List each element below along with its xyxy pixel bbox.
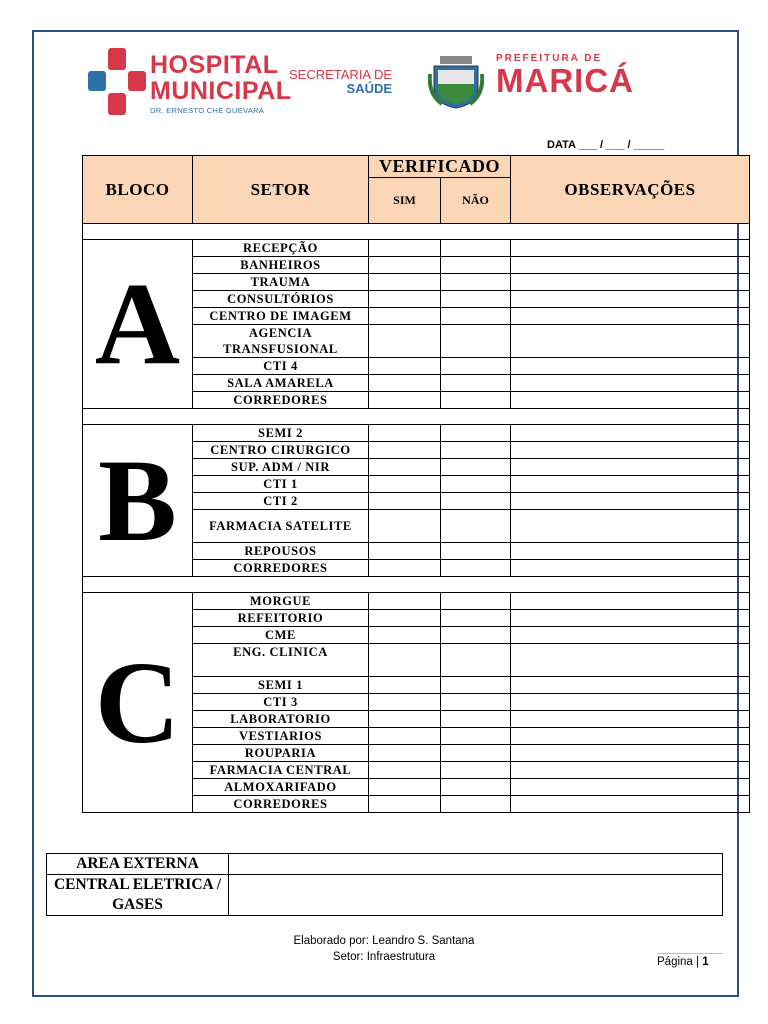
footer-sector: Setor: Infraestrutura — [332, 951, 436, 963]
sector-label: SEMI 1 — [193, 677, 369, 694]
obs-cell[interactable] — [511, 291, 750, 308]
sim-cell[interactable] — [369, 257, 441, 274]
nao-cell[interactable] — [441, 677, 511, 694]
sim-cell[interactable] — [369, 425, 441, 442]
sector-label: CORREDORES — [193, 796, 369, 813]
obs-cell[interactable] — [511, 627, 750, 644]
sector-label: ROUPARIA — [193, 745, 369, 762]
nao-cell[interactable] — [441, 442, 511, 459]
sim-cell[interactable] — [369, 711, 441, 728]
secretaria-logo: SECRETARIA DE SAÚDE — [289, 67, 393, 96]
sector-label: FARMACIA SATELITE — [193, 510, 369, 543]
nao-cell[interactable] — [441, 593, 511, 610]
obs-cell[interactable] — [511, 510, 750, 543]
obs-cell[interactable] — [511, 745, 750, 762]
sim-cell[interactable] — [369, 375, 441, 392]
marica-crest-icon — [428, 54, 484, 110]
nao-cell[interactable] — [441, 745, 511, 762]
nao-cell[interactable] — [441, 257, 511, 274]
sector-label: AGENCIA TRANSFUSIONAL — [193, 325, 369, 358]
sector-label: MORGUE — [193, 593, 369, 610]
external-area-label: AREA EXTERNA — [47, 854, 229, 875]
sim-cell[interactable] — [369, 442, 441, 459]
obs-cell[interactable] — [511, 543, 750, 560]
nao-cell[interactable] — [441, 510, 511, 543]
sector-label: REFEITORIO — [193, 610, 369, 627]
nao-cell[interactable] — [441, 392, 511, 409]
obs-cell[interactable] — [511, 796, 750, 813]
header-bloco: BLOCO — [83, 156, 193, 224]
sim-cell[interactable] — [369, 694, 441, 711]
sim-cell[interactable] — [369, 308, 441, 325]
nao-cell[interactable] — [441, 274, 511, 291]
sim-cell[interactable] — [369, 240, 441, 257]
sector-label: REPOUSOS — [193, 543, 369, 560]
sector-label: CONSULTÓRIOS — [193, 291, 369, 308]
obs-cell[interactable] — [511, 593, 750, 610]
nao-cell[interactable] — [441, 610, 511, 627]
sector-label: ENG. CLINICA — [193, 644, 369, 677]
sector-label: SEMI 2 — [193, 425, 369, 442]
obs-cell[interactable] — [511, 711, 750, 728]
obs-cell[interactable] — [511, 677, 750, 694]
hospital-name: HOSPITAL MUNICIPAL — [150, 51, 292, 105]
header-verificado: VERIFICADO — [369, 156, 511, 178]
sector-label: CORREDORES — [193, 560, 369, 577]
obs-cell[interactable] — [511, 375, 750, 392]
sector-label: CENTRO DE IMAGEM — [193, 308, 369, 325]
nao-cell[interactable] — [441, 240, 511, 257]
obs-cell[interactable] — [511, 728, 750, 745]
header-observacoes: OBSERVAÇÕES — [511, 156, 750, 224]
sector-label: RECEPÇÃO — [193, 240, 369, 257]
nao-cell[interactable] — [441, 560, 511, 577]
obs-cell[interactable] — [511, 476, 750, 493]
sim-cell[interactable] — [369, 762, 441, 779]
nao-cell[interactable] — [441, 375, 511, 392]
obs-cell[interactable] — [511, 762, 750, 779]
obs-cell[interactable] — [511, 560, 750, 577]
nao-cell[interactable] — [441, 459, 511, 476]
header-sim: SIM — [369, 178, 441, 224]
sector-label: TRAUMA — [193, 274, 369, 291]
nao-cell[interactable] — [441, 644, 511, 677]
nao-cell[interactable] — [441, 425, 511, 442]
obs-cell[interactable] — [511, 240, 750, 257]
obs-cell[interactable] — [511, 694, 750, 711]
sim-cell[interactable] — [369, 392, 441, 409]
obs-cell[interactable] — [511, 493, 750, 510]
sector-label: SALA AMARELA — [193, 375, 369, 392]
sim-cell[interactable] — [369, 493, 441, 510]
obs-cell[interactable] — [511, 308, 750, 325]
sim-cell[interactable] — [369, 358, 441, 375]
sim-cell[interactable] — [369, 560, 441, 577]
sim-cell[interactable] — [369, 745, 441, 762]
obs-cell[interactable] — [511, 644, 750, 677]
sector-label: CTI 3 — [193, 694, 369, 711]
sector-label: CTI 4 — [193, 358, 369, 375]
sim-cell[interactable] — [369, 779, 441, 796]
nao-cell[interactable] — [441, 543, 511, 560]
checklist-table — [82, 155, 750, 813]
header-setor: SETOR — [193, 156, 369, 224]
nao-cell[interactable] — [441, 728, 511, 745]
external-area-table — [46, 853, 723, 916]
obs-cell[interactable] — [511, 325, 750, 358]
obs-cell[interactable] — [511, 358, 750, 375]
nao-cell[interactable] — [441, 291, 511, 308]
sim-cell[interactable] — [369, 610, 441, 627]
nao-cell[interactable] — [441, 358, 511, 375]
nao-cell[interactable] — [441, 476, 511, 493]
sim-cell[interactable] — [369, 728, 441, 745]
nao-cell[interactable] — [441, 325, 511, 358]
sector-label: CENTRO CIRURGICO — [193, 442, 369, 459]
nao-cell[interactable] — [441, 694, 511, 711]
central-eletrica-obs[interactable] — [229, 875, 723, 916]
sim-cell[interactable] — [369, 627, 441, 644]
sector-label: BANHEIROS — [193, 257, 369, 274]
sim-cell[interactable] — [369, 459, 441, 476]
nao-cell[interactable] — [441, 308, 511, 325]
obs-cell[interactable] — [511, 274, 750, 291]
obs-cell[interactable] — [511, 257, 750, 274]
date-field: DATA ___ / ___ / _____ — [547, 139, 665, 151]
sector-label: SUP. ADM / NIR — [193, 459, 369, 476]
sector-label: CTI 1 — [193, 476, 369, 493]
obs-cell[interactable] — [511, 459, 750, 476]
sector-label: CME — [193, 627, 369, 644]
sim-cell[interactable] — [369, 644, 441, 677]
hospital-cross-icon — [88, 46, 146, 118]
sector-label: CORREDORES — [193, 392, 369, 409]
sector-label: LABORATORIO — [193, 711, 369, 728]
sim-cell[interactable] — [369, 291, 441, 308]
nao-cell[interactable] — [441, 762, 511, 779]
nao-cell[interactable] — [441, 779, 511, 796]
page-number: Página | 1 — [657, 953, 723, 968]
sector-label: CTI 2 — [193, 493, 369, 510]
sector-label: FARMACIA CENTRAL — [193, 762, 369, 779]
sim-cell[interactable] — [369, 796, 441, 813]
sim-cell[interactable] — [369, 593, 441, 610]
sim-cell[interactable] — [369, 677, 441, 694]
sim-cell[interactable] — [369, 476, 441, 493]
obs-cell[interactable] — [511, 779, 750, 796]
header-nao: NÃO — [441, 178, 511, 224]
obs-cell[interactable] — [511, 425, 750, 442]
sim-cell[interactable] — [369, 543, 441, 560]
footer — [0, 933, 768, 965]
prefeitura-name: MARICÁ — [496, 62, 634, 99]
footer-author: Elaborado por: Leandro S. Santana — [293, 935, 475, 947]
nao-cell[interactable] — [441, 796, 511, 813]
hospital-subtitle: DR. ERNESTO CHE GUEVARA — [150, 106, 265, 115]
nao-cell[interactable] — [441, 493, 511, 510]
obs-cell[interactable] — [511, 392, 750, 409]
central-eletrica-label: CENTRAL ELETRICA / GASES — [47, 875, 229, 916]
sector-label: ALMOXARIFADO — [193, 779, 369, 796]
obs-cell[interactable] — [511, 442, 750, 459]
nao-cell[interactable] — [441, 711, 511, 728]
sim-cell[interactable] — [369, 325, 441, 358]
sim-cell[interactable] — [369, 510, 441, 543]
nao-cell[interactable] — [441, 627, 511, 644]
sim-cell[interactable] — [369, 274, 441, 291]
sector-label: VESTIARIOS — [193, 728, 369, 745]
external-area-obs[interactable] — [229, 854, 723, 875]
block-letter: B — [83, 425, 193, 577]
prefeitura-label: PREFEITURA DE — [496, 53, 603, 64]
block-letter: A — [83, 240, 193, 409]
obs-cell[interactable] — [511, 610, 750, 627]
block-letter: C — [83, 593, 193, 813]
